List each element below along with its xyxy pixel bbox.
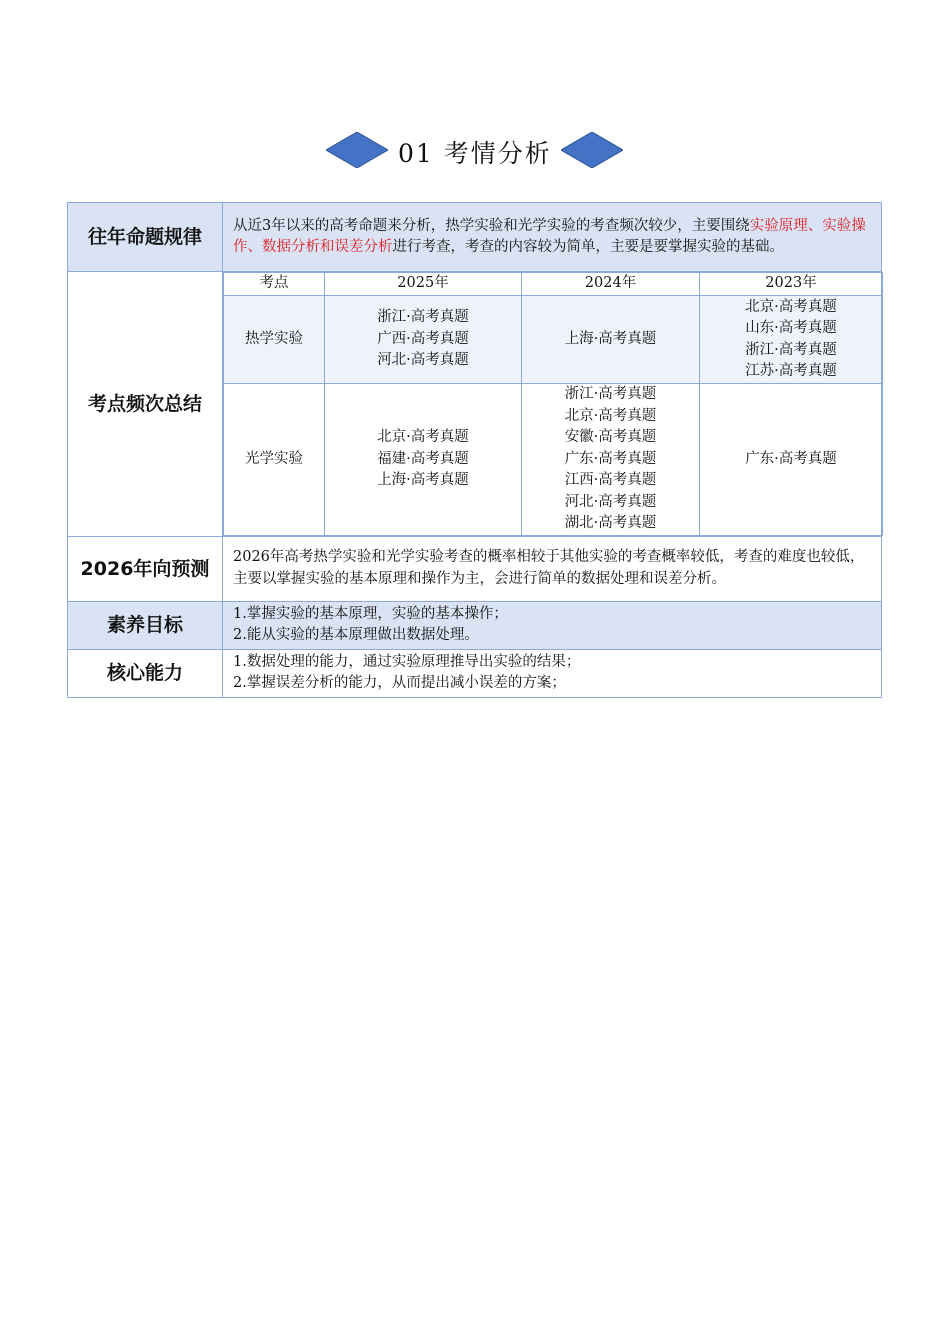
exam-item: 福建·高考真题 <box>377 450 469 467</box>
header-topic: 考点 <box>224 273 325 296</box>
exam-item: 河北·高考真题 <box>377 352 469 369</box>
section-heading <box>0 128 950 172</box>
left-diamond-icon <box>326 132 388 168</box>
exam-item: 江西·高考真题 <box>564 472 657 488</box>
header-2024: 2024年 <box>522 273 700 296</box>
ability-line: 2.掌握误差分析的能力，从而提出减小误差的方案； <box>233 675 566 691</box>
exam-item: 广东·高考真题 <box>745 450 837 467</box>
exam-item: 安徽·高考真题 <box>564 429 657 445</box>
exam-item: 江苏·高考真题 <box>745 363 837 379</box>
exam-item: 上海·高考真题 <box>377 472 469 488</box>
frequency-header-row <box>224 273 883 296</box>
right-diamond-icon <box>561 132 623 168</box>
forecast-row <box>68 536 882 601</box>
frequency-content <box>223 272 882 537</box>
topic-row-optics <box>224 384 883 536</box>
rules-content <box>223 203 882 272</box>
frequency-row <box>68 272 882 537</box>
literacy-line: 1.掌握实验的基本原理，实验的基本操作； <box>233 605 508 622</box>
header-2023: 2023年 <box>700 273 883 296</box>
topic-name: 光学实验 <box>224 384 325 536</box>
literacy-content <box>223 601 882 649</box>
ability-row <box>68 649 882 697</box>
exam-item: 浙江·高考真题 <box>564 386 657 402</box>
exam-item: 河北·高考真题 <box>564 493 657 510</box>
frequency-label: 考点频次总结 <box>68 272 223 537</box>
exam-list-2023 <box>700 296 883 384</box>
page-title: 01 考情分析 <box>398 139 552 168</box>
topic-row-thermal <box>224 296 883 384</box>
frequency-table <box>223 272 883 536</box>
forecast-label: 2026年向预测 <box>68 536 223 601</box>
rules-label: 往年命题规律 <box>68 203 223 272</box>
literacy-line: 2.能从实验的基本原理做出数据处理。 <box>233 627 479 643</box>
exam-item: 湖北·高考真题 <box>564 515 657 531</box>
rules-text-before: 从近3年以来的高考命题来分析，热学实验和光学实验的考查频次较少，主要围绕 <box>233 217 750 234</box>
exam-list-2025 <box>325 296 522 384</box>
forecast-text: 2026年高考热学实验和光学实验考查的概率相较于其他实验的考查概率较低，考查的难度也较低，主要以掌握实验的基本原理和操作为主，会进行简单的数据处理和误差分析。 <box>223 536 882 601</box>
exam-list-2024 <box>522 384 700 536</box>
exam-list-2024 <box>522 296 700 384</box>
exam-item: 山东·高考真题 <box>745 320 837 336</box>
ability-label: 核心能力 <box>68 649 223 697</box>
rules-text-after: 进行考查，考查的内容较为简单，主要是要掌握实验的基础。 <box>392 239 784 255</box>
exam-item: 广西·高考真题 <box>377 330 469 347</box>
exam-item: 浙江·高考真题 <box>745 341 837 358</box>
rules-row <box>68 203 882 272</box>
ability-content <box>223 649 882 697</box>
exam-item: 浙江·高考真题 <box>377 309 469 326</box>
topic-name: 热学实验 <box>224 296 325 384</box>
exam-item: 北京·高考真题 <box>564 407 657 424</box>
rules-highlight: 实验原理、实验操作、数据分析和误差分析 <box>233 217 866 255</box>
exam-item: 上海·高考真题 <box>564 330 657 347</box>
literacy-row <box>68 601 882 649</box>
exam-analysis-table <box>67 202 882 698</box>
literacy-label: 素养目标 <box>68 601 223 649</box>
exam-item: 北京·高考真题 <box>377 429 469 445</box>
header-2025: 2025年 <box>325 273 522 296</box>
exam-list-2023 <box>700 384 883 536</box>
exam-list-2025 <box>325 384 522 536</box>
exam-item: 广东·高考真题 <box>564 450 657 467</box>
ability-line: 1.数据处理的能力，通过实验原理推导出实验的结果； <box>233 653 581 670</box>
exam-item: 北京·高考真题 <box>745 298 837 315</box>
